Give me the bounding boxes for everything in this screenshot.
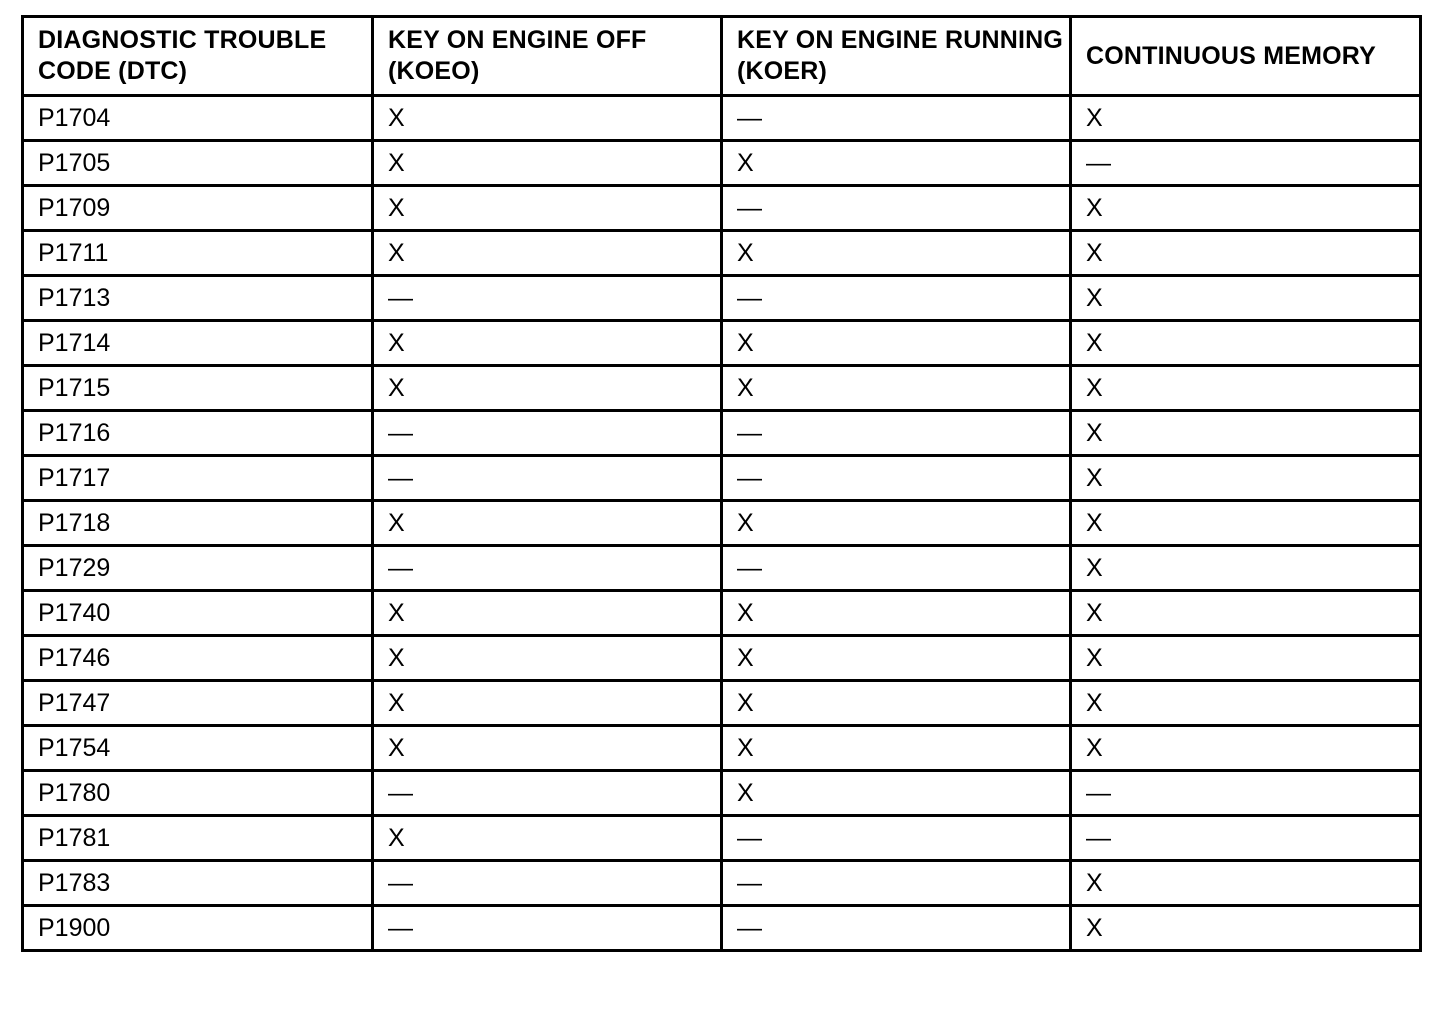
table-row [23, 906, 1421, 951]
cell-dtc-code: P1780 [23, 771, 373, 816]
cell-dtc-code: P1709 [23, 186, 373, 231]
cell-koeo: X [373, 186, 722, 231]
cell-continuous-memory: X [1071, 321, 1421, 366]
table-row [23, 231, 1421, 276]
cell-dtc-code: P1716 [23, 411, 373, 456]
cell-continuous-memory: X [1071, 456, 1421, 501]
table-row [23, 366, 1421, 411]
table-row [23, 546, 1421, 591]
table-row [23, 636, 1421, 681]
table-row [23, 96, 1421, 141]
cell-koer: X [722, 321, 1071, 366]
cell-continuous-memory: X [1071, 231, 1421, 276]
cell-continuous-memory: X [1071, 411, 1421, 456]
cell-koer: — [722, 96, 1071, 141]
header-koer: KEY ON ENGINE RUNNING (KOER) [722, 17, 1071, 96]
cell-koer: — [722, 411, 1071, 456]
cell-koer: X [722, 501, 1071, 546]
cell-koer: X [722, 771, 1071, 816]
cell-continuous-memory: X [1071, 861, 1421, 906]
cell-koeo: X [373, 141, 722, 186]
cell-continuous-memory: X [1071, 366, 1421, 411]
header-continuous-memory: CONTINUOUS MEMORY [1071, 17, 1421, 96]
cell-koer: X [722, 366, 1071, 411]
cell-koer: — [722, 456, 1071, 501]
cell-continuous-memory: X [1071, 726, 1421, 771]
table-row [23, 726, 1421, 771]
cell-dtc-code: P1747 [23, 681, 373, 726]
cell-dtc-code: P1711 [23, 231, 373, 276]
cell-koeo: X [373, 591, 722, 636]
cell-koeo: — [373, 276, 722, 321]
cell-koeo: X [373, 636, 722, 681]
table-row [23, 816, 1421, 861]
cell-continuous-memory: X [1071, 681, 1421, 726]
table-row [23, 861, 1421, 906]
cell-koer: X [722, 726, 1071, 771]
table-row [23, 501, 1421, 546]
dtc-table [21, 15, 1422, 952]
cell-koer: X [722, 231, 1071, 276]
cell-koeo: — [373, 861, 722, 906]
table-body [23, 96, 1421, 951]
table-row [23, 681, 1421, 726]
cell-koeo: — [373, 906, 722, 951]
cell-continuous-memory: — [1071, 816, 1421, 861]
table-row [23, 771, 1421, 816]
cell-dtc-code: P1714 [23, 321, 373, 366]
cell-koeo: X [373, 501, 722, 546]
cell-dtc-code: P1704 [23, 96, 373, 141]
cell-continuous-memory: — [1071, 771, 1421, 816]
cell-continuous-memory: — [1071, 141, 1421, 186]
cell-dtc-code: P1746 [23, 636, 373, 681]
table-row [23, 591, 1421, 636]
cell-koeo: X [373, 726, 722, 771]
header-dtc: DIAGNOSTIC TROUBLE CODE (DTC) [23, 17, 373, 96]
table-row [23, 456, 1421, 501]
cell-koeo: X [373, 366, 722, 411]
cell-dtc-code: P1705 [23, 141, 373, 186]
cell-continuous-memory: X [1071, 186, 1421, 231]
table-row [23, 141, 1421, 186]
cell-koer: X [722, 591, 1071, 636]
cell-koeo: X [373, 96, 722, 141]
cell-koeo: — [373, 546, 722, 591]
cell-dtc-code: P1715 [23, 366, 373, 411]
table-row [23, 411, 1421, 456]
cell-koeo: — [373, 411, 722, 456]
cell-continuous-memory: X [1071, 501, 1421, 546]
cell-dtc-code: P1781 [23, 816, 373, 861]
table-row [23, 186, 1421, 231]
cell-dtc-code: P1713 [23, 276, 373, 321]
cell-koeo: X [373, 321, 722, 366]
cell-koeo: X [373, 231, 722, 276]
cell-koeo: X [373, 681, 722, 726]
cell-continuous-memory: X [1071, 906, 1421, 951]
cell-koer: — [722, 546, 1071, 591]
cell-dtc-code: P1729 [23, 546, 373, 591]
cell-koeo: — [373, 771, 722, 816]
cell-continuous-memory: X [1071, 276, 1421, 321]
cell-dtc-code: P1718 [23, 501, 373, 546]
cell-koer: — [722, 816, 1071, 861]
cell-koer: — [722, 186, 1071, 231]
cell-dtc-code: P1754 [23, 726, 373, 771]
cell-dtc-code: P1783 [23, 861, 373, 906]
cell-koer: — [722, 276, 1071, 321]
header-koeo: KEY ON ENGINE OFF (KOEO) [373, 17, 722, 96]
cell-continuous-memory: X [1071, 96, 1421, 141]
cell-koeo: X [373, 816, 722, 861]
cell-dtc-code: P1740 [23, 591, 373, 636]
cell-continuous-memory: X [1071, 546, 1421, 591]
table-header-row [23, 17, 1421, 96]
cell-koer: X [722, 681, 1071, 726]
table-row [23, 321, 1421, 366]
cell-dtc-code: P1717 [23, 456, 373, 501]
cell-continuous-memory: X [1071, 636, 1421, 681]
cell-koer: X [722, 636, 1071, 681]
cell-koer: — [722, 861, 1071, 906]
cell-koer: X [722, 141, 1071, 186]
cell-continuous-memory: X [1071, 591, 1421, 636]
cell-dtc-code: P1900 [23, 906, 373, 951]
cell-koeo: — [373, 456, 722, 501]
cell-koer: — [722, 906, 1071, 951]
table-row [23, 276, 1421, 321]
